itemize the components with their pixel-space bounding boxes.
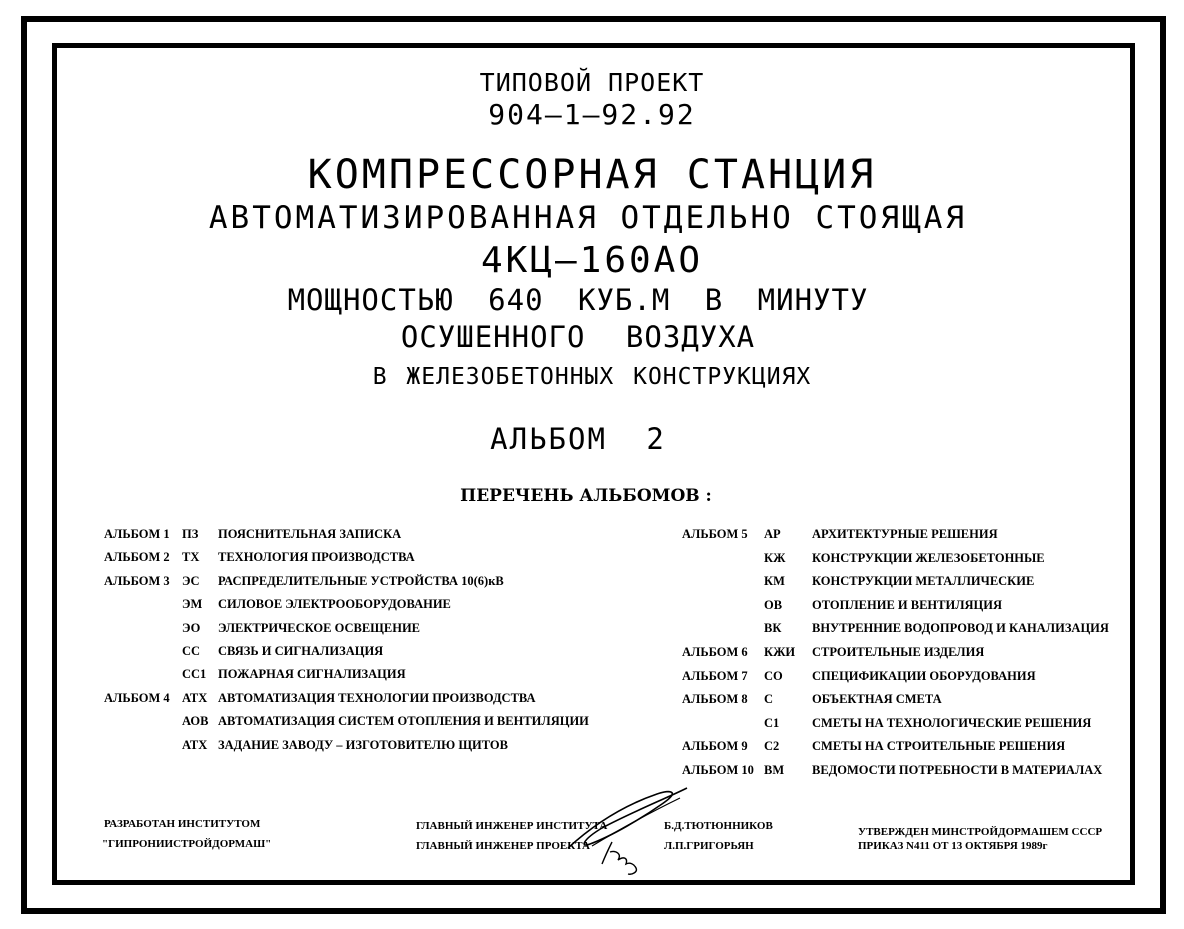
album-code: ВК [764,621,782,636]
subtitle-1: АВТОМАТИЗИРОВАННАЯ ОТДЕЛЬНО СТОЯЩАЯ [208,200,968,236]
album-code: КЖ [764,550,786,565]
album-title: СВЯЗЬ И СИГНАЛИЗАЦИЯ [218,644,384,658]
album-code: ЭО [182,620,201,635]
signatory-name-1: Б.Д.ТЮТЮННИКОВ [664,820,773,832]
album-title: КОНСТРУКЦИИ ЖЕЛЕЗОБЕТОННЫЕ [812,550,1045,565]
album-code: СО [764,668,783,683]
album-title: СПЕЦИФИКАЦИИ ОБОРУДОВАНИЯ [812,668,1036,683]
album-title: ПОЖАРНАЯ СИГНАЛИЗАЦИЯ [218,667,406,682]
album-label: АЛЬБОМ 7 [682,668,748,683]
album-title: ОТОПЛЕНИЕ И ВЕНТИЛЯЦИЯ [812,597,1003,612]
album-label: АЛЬБОМ 9 [682,739,748,754]
album-title: СТРОИТЕЛЬНЫЕ ИЗДЕЛИЯ [812,645,985,659]
album-code: С2 [764,739,780,754]
project-number: 904–1–92.92 [488,98,696,131]
model-code: 4КЦ–160АО [480,240,704,281]
subtitle-3: ОСУШЕННОГО ВОЗДУХА [400,320,756,354]
album-code: КЖИ [764,645,796,659]
album-label: АЛЬБОМ 8 [682,692,748,707]
album-title: АРХИТЕКТУРНЫЕ РЕШЕНИЯ [812,527,998,541]
subtitle-2: МОЩНОСТЬЮ 640 КУБ.М В МИНУТУ [287,283,869,317]
approval-line-2: ПРИКАЗ N411 ОТ 13 ОКТЯБРЯ 1989г [858,840,1048,852]
album-label: АЛЬБОМ 2 [104,550,170,565]
album-code: АТХ [182,690,208,705]
album-code: ТХ [182,550,200,565]
album-code: ЭС [182,573,200,588]
album-title: ЭЛЕКТРИЧЕСКОЕ ОСВЕЩЕНИЕ [218,620,421,635]
album-title: СМЕТЫ НА СТРОИТЕЛЬНЫЕ РЕШЕНИЯ [812,739,1066,754]
album-code: АТХ [182,737,208,752]
album-title: ЗАДАНИЕ ЗАВОДУ – ИЗГОТОВИТЕЛЮ ЩИТОВ [218,737,508,752]
album-title: РАСПРЕДЕЛИТЕЛЬНЫЕ УСТРОЙСТВА 10(6)кВ [218,573,504,588]
signatory-name-2: Л.П.ГРИГОРЬЯН [664,840,754,852]
album-title: АВТОМАТИЗАЦИЯ ТЕХНОЛОГИИ ПРОИЗВОДСТВА [218,690,536,705]
album-code: СС1 [182,667,207,682]
chief-engineer-institute: ГЛАВНЫЙ ИНЖЕНЕР ИНСТИТУТА [416,820,608,832]
album-label: АЛЬБОМ 1 [104,527,170,541]
album-label: АЛЬБОМ 6 [682,645,748,659]
album-title: КОНСТРУКЦИИ МЕТАЛЛИЧЕСКИЕ [812,574,1035,589]
signature-image [562,776,712,876]
album-label: АЛЬБОМ 5 [682,527,748,541]
album-title: ОБЪЕКТНАЯ СМЕТА [812,692,942,707]
album-label: АЛЬБОМ 10 [682,763,754,777]
approval-line-1: УТВЕРЖДЕН МИНСТРОЙДОРМАШЕМ СССР [858,826,1103,838]
chief-engineer-project: ГЛАВНЫЙ ИНЖЕНЕР ПРОЕКТА [416,840,590,852]
subtitle-4: В ЖЕЛЕЗОБЕТОННЫХ КОНСТРУКЦИЯХ [372,364,812,390]
album-title: СМЕТЫ НА ТЕХНОЛОГИЧЕСКИЕ РЕШЕНИЯ [812,715,1092,730]
album-title: СИЛОВОЕ ЭЛЕКТРООБОРУДОВАНИЕ [218,597,451,612]
album-code: КМ [764,574,785,589]
album-number: АЛЬБОМ 2 [490,422,666,456]
album-code: ПЗ [182,527,199,541]
album-title: ТЕХНОЛОГИЯ ПРОИЗВОДСТВА [218,550,415,565]
project-type: ТИПОВОЙ ПРОЕКТ [479,68,705,97]
album-code: С1 [764,715,780,730]
album-code: АОВ [182,714,209,729]
album-code: АР [764,527,781,541]
album-code: ВМ [764,763,785,777]
main-title: КОМПРЕССОРНАЯ СТАНЦИЯ [307,152,877,198]
album-code: ЭМ [182,597,203,612]
developed-org: "ГИПРОНИИСТРОЙДОРМАШ" [102,838,272,850]
developed-label: РАЗРАБОТАН ИНСТИТУТОМ [104,818,261,830]
album-label: АЛЬБОМ 4 [104,690,170,705]
album-title: ВНУТРЕННИЕ ВОДОПРОВОД И КАНАЛИЗАЦИЯ [812,621,1109,636]
album-title: ВЕДОМОСТИ ПОТРЕБНОСТИ В МАТЕРИАЛАХ [812,763,1103,777]
album-code: СС [182,644,201,658]
album-code: ОВ [764,597,783,612]
album-title: ПОЯСНИТЕЛЬНАЯ ЗАПИСКА [218,527,402,541]
album-code: С [764,692,774,707]
album-label: АЛЬБОМ 3 [104,573,170,588]
album-list-heading: ПЕРЕЧЕНЬ АЛЬБОМОВ : [460,486,712,506]
album-title: АВТОМАТИЗАЦИЯ СИСТЕМ ОТОПЛЕНИЯ И ВЕНТИЛЯЦИИ [218,714,589,729]
